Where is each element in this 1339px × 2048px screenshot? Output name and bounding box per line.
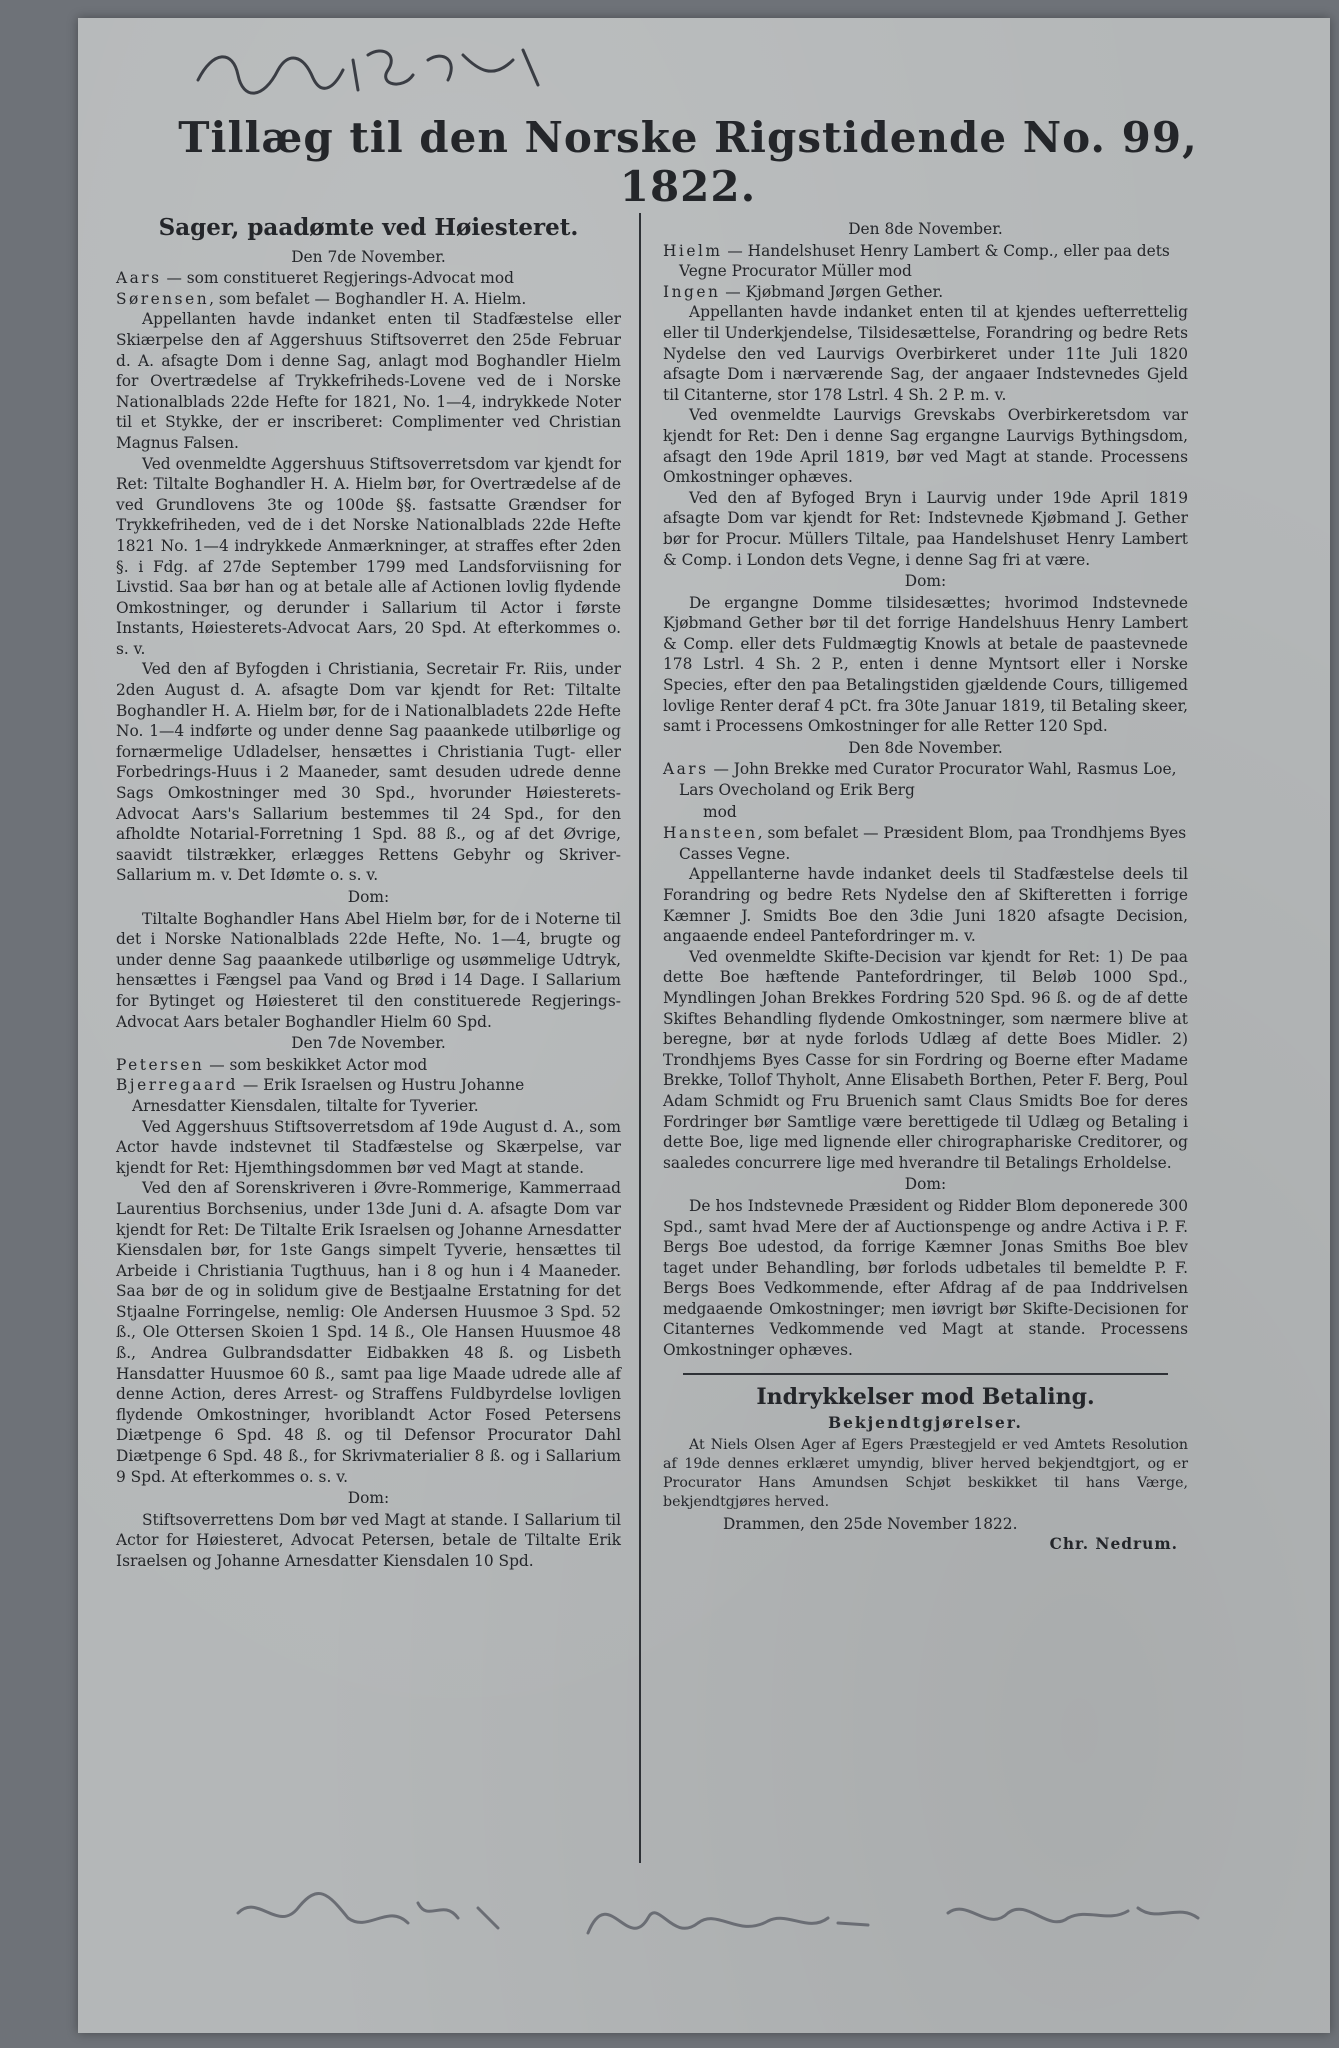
paragraph: Appellanten havde indanket enten til Stadfæstelse eller Skiærpelse den af Aggershuus Stiftsoverret den 25de Februar d. A. afsagte Dom i denne Sag, anlagt mod Boghandler Hielm for Overtrædelse af Trykkefriheds-Lovene ved de i Norske Nationalblads 22de Hefte for 1821, No. 1—4, indrykkede Noter til et Stykke, der er inscriberet: Complimenter ved Christian Magnus Falsen.	[116, 310, 621, 452]
notice-signature: Chr. Nedrum.	[1049, 1535, 1178, 1554]
verdict-label: Dom:	[904, 1175, 947, 1194]
newspaper-page	[78, 18, 1330, 2033]
party-name: Petersen	[116, 1055, 205, 1074]
party-name: Hielm	[663, 241, 723, 260]
column-divider	[639, 213, 641, 1863]
handwritten-annotation-bottom	[228, 1863, 1228, 1983]
paragraph: Stiftsoverrettens Dom bør ved Magt at stande. I Sallarium til Actor for Høiesteret, Advocat Petersen, betale de Tiltalte Erik Israelsen og Johanne Arnesdatter Kiensdalen 10 Spd.	[116, 1510, 621, 1570]
paragraph: Ved den af Byfoged Bryn i Laurvig under 19de April 1819 afsagte Dom var kjendt for Ret: Indstevnede Kjøbmand J. Gether bør for Procur. Müllers Tiltale, paa Handelshuset Henry Lambert & Comp. i London dets Vegne, i denne Sag fri at være.	[663, 488, 1188, 569]
case-date: Den 8de November.	[848, 738, 1003, 757]
left-column	[116, 214, 621, 1572]
paragraph: Ved ovenmeldte Aggershuus Stiftsoverretsdom var kjendt for Ret: Tiltalte Boghandler H. A. Hielm bør, for Overtrædelse af de ved Grundlovens 3te og 100de §§. fastsatte Grændser for Trykkefriheden, ved de i det Norske Nationalblads 22de Hefte 1821 No. 1—4 indrykkede Anmærkninger, at straffes efter 2den §. i Fdg. af 27de September 1799 med Landsforviisning for Livstid. Saa bør han og at betale alle af Actionen lovlig flydende Omkostninger, og derunder i Sallarium til Actor i første Instants, Høiesterets-Advocat Aars, 20 Spd. At efterkommes o. s. v.	[116, 454, 621, 658]
party-line	[116, 1075, 621, 1116]
paragraph: De ergangne Domme tilsidesættes; hvorimod Indstevnede Kjøbmand Gether bør til det forrige Handelshuus Henry Lambert & Comp. eller dets Fuldmægtig Knowls at betale de paastevnede 178 Lstrl. 4 Sh. 2 P., enten i denne Myntsort eller i Norske Species, efter den paa Betalingstiden gjældende Cours, tilligemed lovlige Renter deraf 4 pCt. fra 30te Januar 1819, til Betaling skeer, samt i Processens Omkostninger for alle Retter 120 Spd.	[663, 593, 1188, 736]
section-divider	[683, 1373, 1168, 1375]
case-date: Den 7de November.	[291, 247, 446, 266]
party-name: Bjerregaard	[116, 1076, 238, 1095]
handwritten-annotation-top	[193, 40, 553, 110]
party-line	[663, 823, 1188, 864]
party-line	[663, 241, 1188, 282]
paragraph: Ved Aggershuus Stiftsoverretsdom af 19de August d. A., som Actor havde indstevnet til Stadfæstelse og Skærpelse, var kjendt for Ret: Hjemthingsdommen bør ved Magt at stande.	[116, 1117, 621, 1177]
paragraph: De hos Indstevnede Præsident og Ridder Blom deponerede 300 Spd., samt hvad Mere der af Auctionspenge og andre Activa i P. F. Bergs Boe udestod, da forrige Kæmner Jonas Smiths Boe blev taget under Behandling, bør forlods udbetales til bemeldte P. F. Bergs Boes Vedkommende, efter Afdrag af de paa Inddrivelsen medgaaende Omkostninger; men iøvrigt bør Skifte-Decisionen for Citanternes Vedkommende ved Magt at stande. Processens Omkostninger ophæves.	[663, 1196, 1188, 1360]
notice-place-date: Drammen, den 25de November 1822.	[723, 1514, 1018, 1533]
party-text: — Kjøbmand Jørgen Gether.	[725, 282, 944, 301]
party-line	[663, 759, 1188, 800]
party-text: — Erik Israelsen og Hustru Johanne Arnesdatter Kiensdalen, tiltalte for Tyverier.	[132, 1076, 525, 1115]
party-line	[116, 268, 621, 289]
paragraph: Ved den af Sorenskriveren i Øvre-Rommerige, Kammerraad Laurentius Borchsenius, under 13de Juni d. A. afsagte Dom var kjendt for Ret: De Tiltalte Erik Israelsen og Johanne Arnesdatter Kiensdalen bør, for 1ste Gangs simpelt Tyverie, hensættes til Arbeide i Christiania Tugthuus, han i 8 og hun i 4 Maaneder. Saa bør de og in solidum give de Bestjaalne Erstatning for det Stjaalne Forringelse, nemlig: Ole Andersen Huusmoe 3 Spd. 52 ß., Ole Ottersen Skoien 1 Spd. 14 ß., Ole Hansen Huusmoe 48 ß., Andrea Gulbrandsdatter Eidbakken 48 ß. og Lisbeth Hansdatter Huusmoe 60 ß., samt paa lige Maade udrede alle af denne Action, deres Arrest- og Straffens Fuldbyrdelse lovligen flydende Omkostninger, hvoriblandt Actor Fosed Petersens Diætpenge 6 Spd. 48 ß. og til Defensor Procurator Dahl Diætpenge 6 Spd. 48 ß., for Skrivmaterialier 8 ß. og i Sallarium 9 Spd. At efterkommes o. s. v.	[116, 1179, 621, 1486]
party-text: — som constitueret Regjerings-Advocat mod	[166, 269, 515, 288]
party-text: , som befalet — Præsident Blom, paa Trondhjems Byes Casses Vegne.	[679, 824, 1187, 863]
paragraph: Tiltalte Boghandler Hans Abel Hielm bør, for de i Noterne til det i Norske Nationalblads 22de Hefte, No. 1—4, brugte og under denne Sag paaankede utilbørlige og usømmelige Udtryk, hensættes i Fængsel paa Vand og Brød i 14 Dage. I Sallarium for Bytinget og Høiesteret til den constituerede Regjerings-Advocat Aars betaler Boghandler Hielm 60 Spd.	[116, 909, 621, 1031]
paragraph: Appellanterne havde indanket deels til Stadfæstelse deels til Forandring og bedre Rets Nydelse den af Skifteretten i forrige Kæmner J. Smidts Boe den 3die Juni 1820 afsagte Decision, angaaende endeel Pantefordringer m. v.	[663, 865, 1188, 946]
party-name: Hansteen	[663, 824, 758, 843]
party-text: — Handelshuset Henry Lambert & Comp., eller paa dets Vegne Procurator Müller mod	[679, 241, 1170, 281]
case-date: Den 8de November.	[848, 220, 1003, 238]
party-line	[663, 282, 1188, 303]
right-column	[663, 218, 1188, 1555]
party-text: — som beskikket Actor mod	[209, 1055, 428, 1074]
notice-text: At Niels Olsen Ager af Egers Præstegjeld er ved Amtets Resolution af 19de dennes erklæret umyndig, bliver herved bekjendtgjort, og er Procurator Hans Amundsen Schjøt beskikket til hans Værge, bekjendtgjøres herved.	[663, 1436, 1188, 1510]
party-text: — John Brekke med Curator Procurator Wahl, Rasmus Loe, Lars Ovecholand og Erik Berg	[679, 760, 1177, 800]
party-name: Sørensen	[116, 289, 210, 308]
verdict-label: Dom:	[347, 1489, 390, 1508]
party-text: , som befalet — Boghandler H. A. Hielm.	[209, 289, 527, 308]
paragraph: Appellanten havde indanket enten til at kjendes uefterrettelig eller til Underkjendelse, Tilsidesættelse, Forandring og bedre Rets Nydelse den ved Laurvigs Overbirkeret under 11te Juli 1820 afsagte Dom i nærværende Sag, der angaaer Indstevnedes Gjeld til Citanterne, stor 178 Lstrl. 4 Sh. 2 P. m. v.	[663, 303, 1188, 404]
verdict-label: Dom:	[347, 888, 390, 906]
party-name: Aars	[663, 760, 709, 779]
notice-subtitle: Bekjendtgjørelser.	[828, 1414, 1023, 1433]
masthead-title: Tillæg til den Norske Rigstidende No. 99, 1822.	[178, 113, 1198, 211]
verdict-label: Dom:	[904, 572, 947, 591]
party-name: Ingen	[663, 282, 721, 301]
section-title-paid-notices: Indrykkelser mod Betaling.	[756, 1383, 1095, 1410]
paragraph: Ved ovenmeldte Skifte-Decision var kjendt for Ret: 1) De paa dette Boe hæftende Pantefordringer, til Beløb 1000 Spd., Myndlingen Johan Brekkes Fordring 520 Spd. 96 ß. og de af dette Skiftes Behandling flydende Omkostninger, som nærmere blive at beregne, bør at nyde forlods Udlæg af dette Boes Midler. 2) Trondhjems Byes Casse for sin Fordring og Boerne efter Madame Brekke, Tollof Thyholt, Anne Elisabeth Borthen, Peter F. Berg, Poul Adam Schmidt og Fru Bruenich samt Claus Smidts Boe for deres Fordringer bør Samtlige være berettigede til Udlæg og Betaling i dette Boe, lige med lignende eller chirographariske Creditorer, og saaledes concurrere lige med hverandre til Betalings Erholdelse.	[663, 947, 1188, 1172]
party-name: Aars	[116, 269, 162, 288]
paragraph: Ved den af Byfogden i Christiania, Secretair Fr. Riis, under 2den August d. A. afsagte Dom var kjendt for Ret: Tiltalte Boghandler H. A. Hielm bør, for de i Nationalbladets 22de Hefte No. 1—4 indførte og under denne Sag paaankede utilbørlige og fornærmelige Udladelser, hensættes i Christiania Tugt- eller Forbedrings-Huus i 2 Maaneder, samt desuden udrede denne Sags Omkostninger med 30 Spd., hvorunder Høiesterets-Advocat Aars's Sallarium bestemmes til 24 Spd., for den afholdte Notarial-Forretning 1 Spd. 88 ß., og af det Øvrige, saavidt tilstrækker, erlægges Rettens Gebyhr og Skriver-Sallarium m. v. Det Idømte o. s. v.	[116, 660, 621, 885]
case-date: Den 7de November.	[291, 1034, 446, 1053]
paragraph: Ved ovenmeldte Laurvigs Grevskabs Overbirkeretsdom var kjendt for Ret: Den i denne Sag ergangne Laurvigs Bythingsdom, afsagt den 19de April 1819, bør ved Magt at stande. Processens Omkostninger ophæves.	[663, 406, 1188, 487]
mod-label: mod	[703, 802, 737, 821]
party-line	[116, 1055, 621, 1076]
party-line	[116, 289, 621, 310]
section-title-supreme-court: Sager, paadømte ved Høiesteret.	[158, 214, 579, 241]
